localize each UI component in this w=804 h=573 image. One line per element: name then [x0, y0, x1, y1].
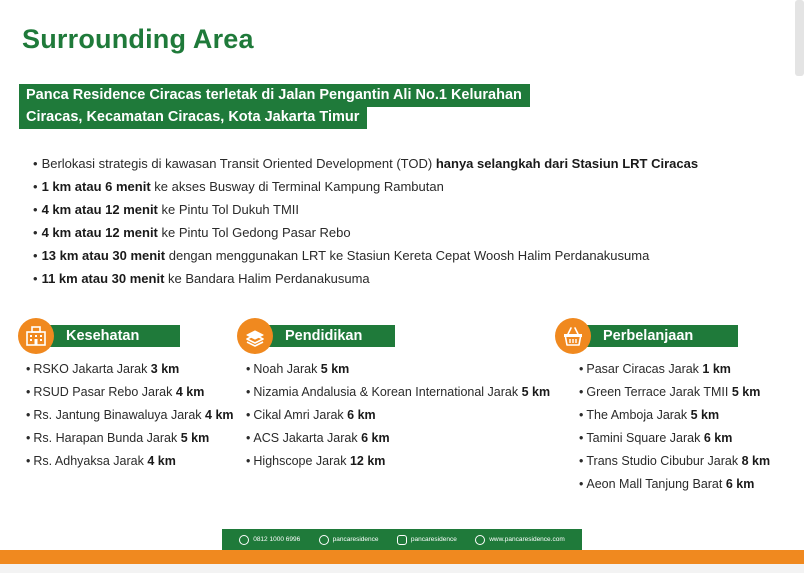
perbelanjaan-list — [579, 358, 770, 496]
footer-instagram[interactable]: pancaresidence — [397, 535, 457, 545]
list-item: • Noah Jarak 5 km — [246, 358, 550, 381]
list-item: • Highscope Jarak 12 km — [246, 450, 550, 473]
address-line-2: Ciracas, Kecamatan Ciracas, Kota Jakarta Timur — [19, 106, 367, 129]
list-item: • Rs. Adhyaksa Jarak 4 km — [26, 450, 234, 473]
list-item: • Aeon Mall Tanjung Barat 6 km — [579, 473, 770, 496]
category-label: Perbelanjaan — [575, 325, 738, 347]
list-item: • Pasar Ciracas Jarak 1 km — [579, 358, 770, 381]
whatsapp-icon — [239, 535, 249, 545]
bullet-item: • 11 km atau 30 menit ke Bandara Halim Perdanakusuma — [33, 267, 698, 290]
hospital-building-icon — [18, 318, 54, 354]
bullet-item: • 1 km atau 6 menit ke akses Busway di Terminal Kampung Rambutan — [33, 175, 698, 198]
bullet-item: • 13 km atau 30 menit dengan menggunakan LRT ke Stasiun Kereta Cepat Woosh Halim Perdanakusuma — [33, 244, 698, 267]
footer-phone[interactable]: 0812 1000 6996 — [239, 535, 300, 545]
category-label: Kesehatan — [38, 325, 180, 347]
list-item: • Rs. Harapan Bunda Jarak 5 km — [26, 427, 234, 450]
list-item: • Cikal Amri Jarak 6 km — [246, 404, 550, 427]
list-item: • The Amboja Jarak 5 km — [579, 404, 770, 427]
list-item: • RSUD Pasar Rebo Jarak 4 km — [26, 381, 234, 404]
list-item: • RSKO Jakarta Jarak 3 km — [26, 358, 234, 381]
globe-icon — [475, 535, 485, 545]
contact-footer-bar — [222, 529, 582, 550]
books-icon — [237, 318, 273, 354]
list-item: • Nizamia Andalusia & Korean International Jarak 5 km — [246, 381, 550, 404]
access-bullet-list — [33, 152, 698, 290]
page-title: Surrounding Area — [22, 24, 254, 54]
list-item: • ACS Jakarta Jarak 6 km — [246, 427, 550, 450]
kesehatan-list — [26, 358, 234, 473]
list-item: • Tamini Square Jarak 6 km — [579, 427, 770, 450]
shopping-basket-icon — [555, 318, 591, 354]
tiktok-icon — [319, 535, 329, 545]
list-item: • Rs. Jantung Binawaluya Jarak 4 km — [26, 404, 234, 427]
bullet-item: • 4 km atau 12 menit ke Pintu Tol Dukuh TMII — [33, 198, 698, 221]
address-line-1: Panca Residence Ciracas terletak di Jalan Pengantin Ali No.1 Kelurahan — [19, 84, 530, 107]
instagram-icon — [397, 535, 407, 545]
list-item: • Green Terrace Jarak TMII 5 km — [579, 381, 770, 404]
orange-footer-band — [0, 550, 804, 564]
bullet-item: • Berlokasi strategis di kawasan Transit Oriented Development (TOD) hanya selangkah dari Stasiun LRT Ciracas — [33, 152, 698, 175]
pendidikan-list — [246, 358, 550, 473]
list-item: • Trans Studio Cibubur Jarak 8 km — [579, 450, 770, 473]
footer-website[interactable]: www.pancaresidence.com — [475, 535, 565, 545]
bottom-strip — [0, 564, 804, 573]
category-label: Pendidikan — [257, 325, 395, 347]
bullet-item: • 4 km atau 12 menit ke Pintu Tol Gedong Pasar Rebo — [33, 221, 698, 244]
footer-tiktok[interactable]: pancaresidence — [319, 535, 379, 545]
scrollbar[interactable] — [795, 0, 804, 76]
